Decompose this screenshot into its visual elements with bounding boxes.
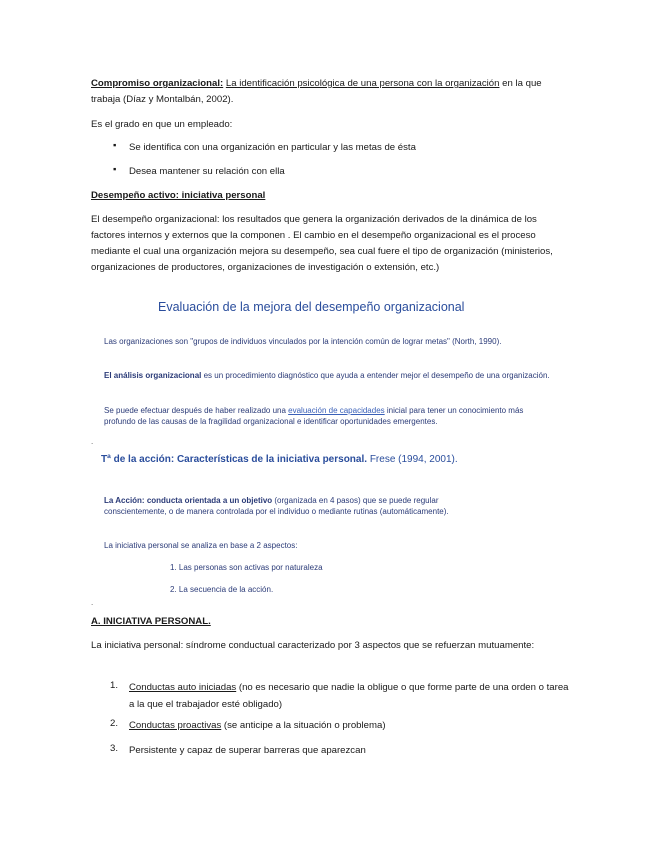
intro-definition: La identificación psicológica de una persona con la organización — [225, 78, 500, 89]
image2-paragraph-2: La iniciativa personal se analiza en base a 2 aspectos: — [104, 541, 298, 550]
image2-title-bold: Tª de la acción: Características de la iniciativa personal. — [101, 454, 368, 465]
intro-paragraph — [91, 76, 566, 108]
image2-title — [101, 454, 458, 465]
numbered-item — [129, 717, 569, 734]
capacity-evaluation-link[interactable]: evaluación de capacidades — [288, 406, 385, 415]
bullet-item: Se identifica con una organización en particular y las metas de ésta — [129, 142, 416, 153]
intro-definition-rest: en la que trabaja (Díaz y Montalbán, 2002). — [91, 78, 542, 105]
numbered-item-term: Conductas proactivas — [129, 720, 222, 731]
image2-item: 1. Las personas son activas por naturaleza — [170, 563, 323, 572]
image1-p3-rest: inicial para tener un conocimiento más profundo de las causas de la fragilidad organizacional e identificar oportunidades emergentes. — [104, 406, 524, 426]
list-number: 3. — [110, 743, 119, 754]
image2-p1-rest: (organizada en 4 pasos) que se puede regular conscientemente, o de manera controlada por el individuo o mediante rutinas (automáticamente). — [104, 496, 449, 516]
section-a-heading: A. INICIATIVA PERSONAL. — [91, 616, 211, 627]
numbered-item-rest: (no es necesario que nadie la obligue o que forme parte de una orden o tarea a la que el trabajador esté obligado) — [129, 682, 569, 710]
numbered-item — [129, 679, 569, 713]
image2-item: 2. La secuencia de la acción. — [170, 585, 274, 594]
image1-title: Evaluación de la mejora del desempeño organizacional — [158, 300, 465, 314]
intro-term: Compromiso organizacional: — [91, 78, 224, 89]
image1-paragraph-1: Las organizaciones son "grupos de individuos vinculados por la intención común de lograr metas" (North, 1990). — [104, 337, 502, 346]
list-number: 1. — [110, 680, 119, 691]
section-a-paragraph: La iniciativa personal: síndrome conductual caracterizado por 3 aspectos que se refuerzan mutuamente: — [91, 640, 535, 651]
desempeno-heading: Desempeño activo: iniciativa personal — [91, 190, 266, 201]
image2-title-citation: Frese (1994, 2001). — [369, 454, 458, 465]
separator-dot: . — [91, 437, 94, 446]
separator-dot: . — [91, 598, 94, 607]
list-number: 2. — [110, 718, 119, 729]
image1-p2-bold: El análisis organizacional — [104, 371, 202, 380]
bullet-marker: ▪ — [113, 140, 117, 151]
bullet-item: Desea mantener su relación con ella — [129, 166, 285, 177]
image1-paragraph-2 — [104, 370, 552, 381]
desempeno-paragraph: El desempeño organizacional: los resultados que genera la organización derivados de la dinámica de los factores internos y externos que la componen . El cambio en el desempeño organizacional es el proceso mediante el cual una organización mejora su desempeño, sea cual fuere el tipo de organización (ministerios, organizaciones de productores, organizaciones de investigación o extensión, etc.) — [91, 214, 553, 273]
image2-p1-bold: La Acción: conducta orientada a un objetivo — [104, 496, 273, 505]
image1-p2-rest: es un procedimiento diagnóstico que ayuda a entender mejor el desempeño de una organización. — [201, 371, 550, 380]
bullet-marker: ▪ — [113, 164, 117, 175]
numbered-item-term: Conductas auto iniciadas — [129, 682, 237, 693]
image1-paragraph-3 — [104, 405, 552, 427]
image1-p3-text: Se puede efectuar después de haber realizado una — [104, 406, 289, 415]
image2-paragraph-1 — [104, 495, 472, 517]
grado-text: Es el grado en que un empleado: — [91, 119, 233, 130]
numbered-item — [129, 742, 569, 759]
numbered-item-rest: Persistente y capaz de superar barreras que aparezcan — [129, 745, 366, 756]
numbered-item-rest: (se anticipe a la situación o problema) — [221, 720, 386, 731]
